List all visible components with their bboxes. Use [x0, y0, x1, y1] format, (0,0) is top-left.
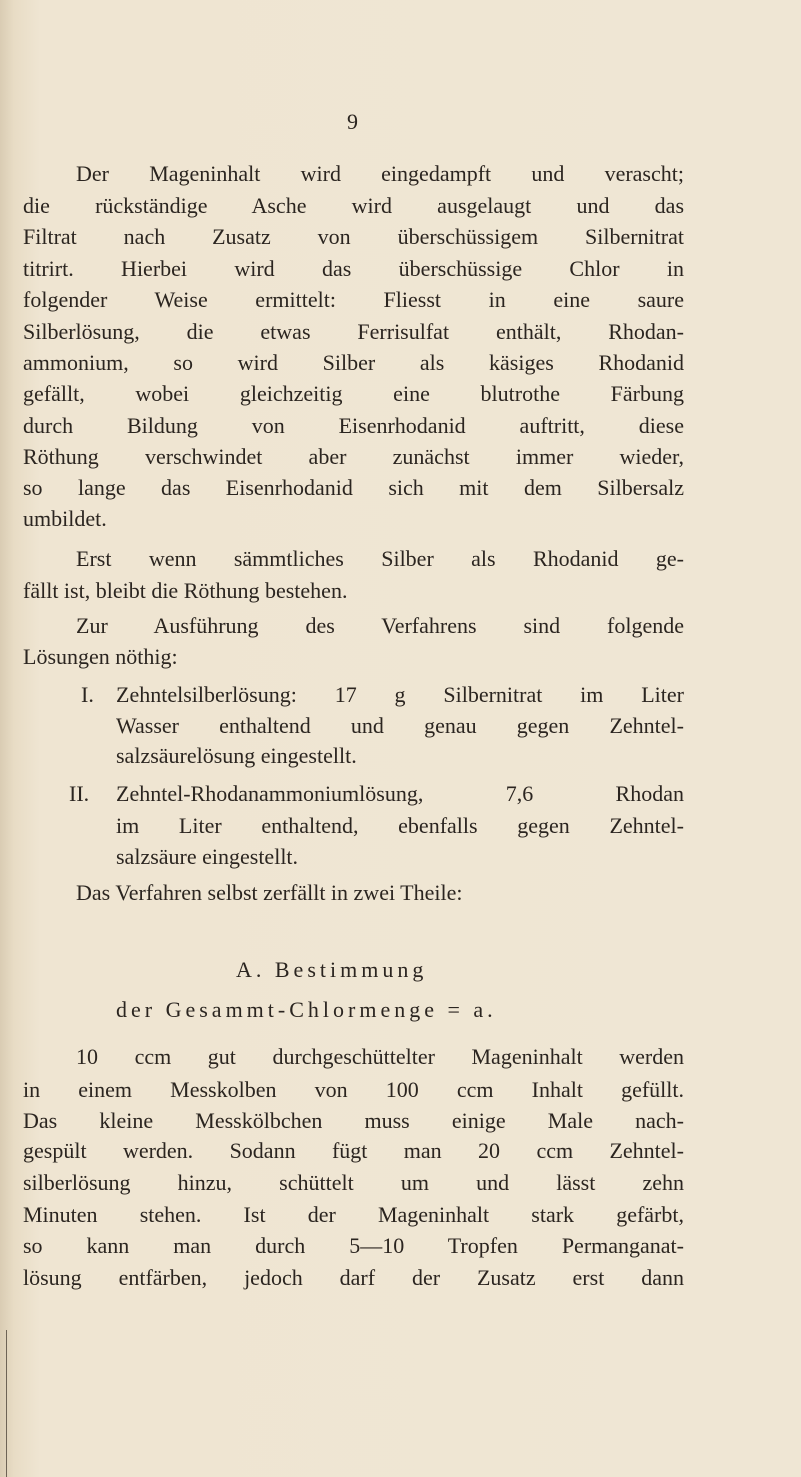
text-line: ammonium, so wird Silber als käsiges Rhodanid: [23, 350, 684, 375]
text-line: lösung entfärben, jedoch darf der Zusatz erst dann: [23, 1265, 684, 1290]
text-line: durch Bildung von Eisenrhodanid auftritt, diese: [23, 413, 684, 438]
text-line: so kann man durch 5—10 Tropfen Permanganat-: [23, 1233, 684, 1258]
section-heading-line1: A. Bestimmung: [236, 957, 428, 982]
list-label: I.: [81, 682, 94, 707]
text-line: so lange das Eisenrhodanid sich mit dem Silbersalz: [23, 475, 684, 500]
text-line: in einem Messkolben von 100 ccm Inhalt gefüllt.: [23, 1077, 684, 1102]
text-line: umbildet.: [23, 506, 107, 531]
text-line: Das Verfahren selbst zerfällt in zwei Theile:: [76, 880, 463, 905]
list-item-line: Wasser enthaltend und genau gegen Zehntel-: [116, 713, 684, 738]
list-item-line: im Liter enthaltend, ebenfalls gegen Zehntel-: [116, 813, 684, 838]
page-number: 9: [347, 109, 358, 134]
text-line: Zur Ausführung des Verfahrens sind folgende: [76, 613, 684, 638]
text-line: fällt ist, bleibt die Röthung bestehen.: [23, 578, 348, 603]
list-item-line: Zehntel-Rhodanammoniumlösung, 7,6 Rhodan: [116, 781, 684, 806]
list-item-line: Zehntelsilberlösung: 17 g Silbernitrat im Liter: [116, 682, 684, 707]
text-line: Lösungen nöthig:: [23, 644, 178, 669]
text-line: Röthung verschwindet aber zunächst immer wieder,: [23, 444, 684, 469]
text-line: gespült werden. Sodann fügt man 20 ccm Zehntel-: [23, 1138, 684, 1163]
text-line: 10 ccm gut durchgeschüttelter Mageninhalt werden: [76, 1044, 684, 1069]
page-edge-line: [6, 1330, 7, 1477]
list-label: II.: [69, 781, 90, 806]
text-line: Das kleine Messkölbchen muss einige Male nach-: [23, 1108, 684, 1133]
text-line: Erst wenn sämmtliches Silber als Rhodanid ge-: [76, 546, 684, 571]
list-item-line: salzsäurelösung eingestellt.: [116, 743, 357, 768]
text-line: die rückständige Asche wird ausgelaugt und das: [23, 193, 684, 218]
text-line: titrirt. Hierbei wird das überschüssige Chlor in: [23, 256, 684, 281]
text-line: Silberlösung, die etwas Ferrisulfat enthält, Rhodan-: [23, 319, 684, 344]
text-line: gefällt, wobei gleichzeitig eine blutrothe Färbung: [23, 381, 684, 406]
text-line: folgender Weise ermittelt: Fliesst in eine saure: [23, 287, 684, 312]
section-heading-line2: der Gesammt-Chlormenge = a.: [116, 997, 497, 1022]
text-line: Minuten stehen. Ist der Mageninhalt stark gefärbt,: [23, 1202, 684, 1227]
text-line: Filtrat nach Zusatz von überschüssigem Silbernitrat: [23, 224, 684, 249]
list-item-line: salzsäure eingestellt.: [116, 844, 299, 869]
text-line: silberlösung hinzu, schüttelt um und lässt zehn: [23, 1170, 684, 1195]
text-line: Der Mageninhalt wird eingedampft und verascht;: [76, 161, 684, 186]
